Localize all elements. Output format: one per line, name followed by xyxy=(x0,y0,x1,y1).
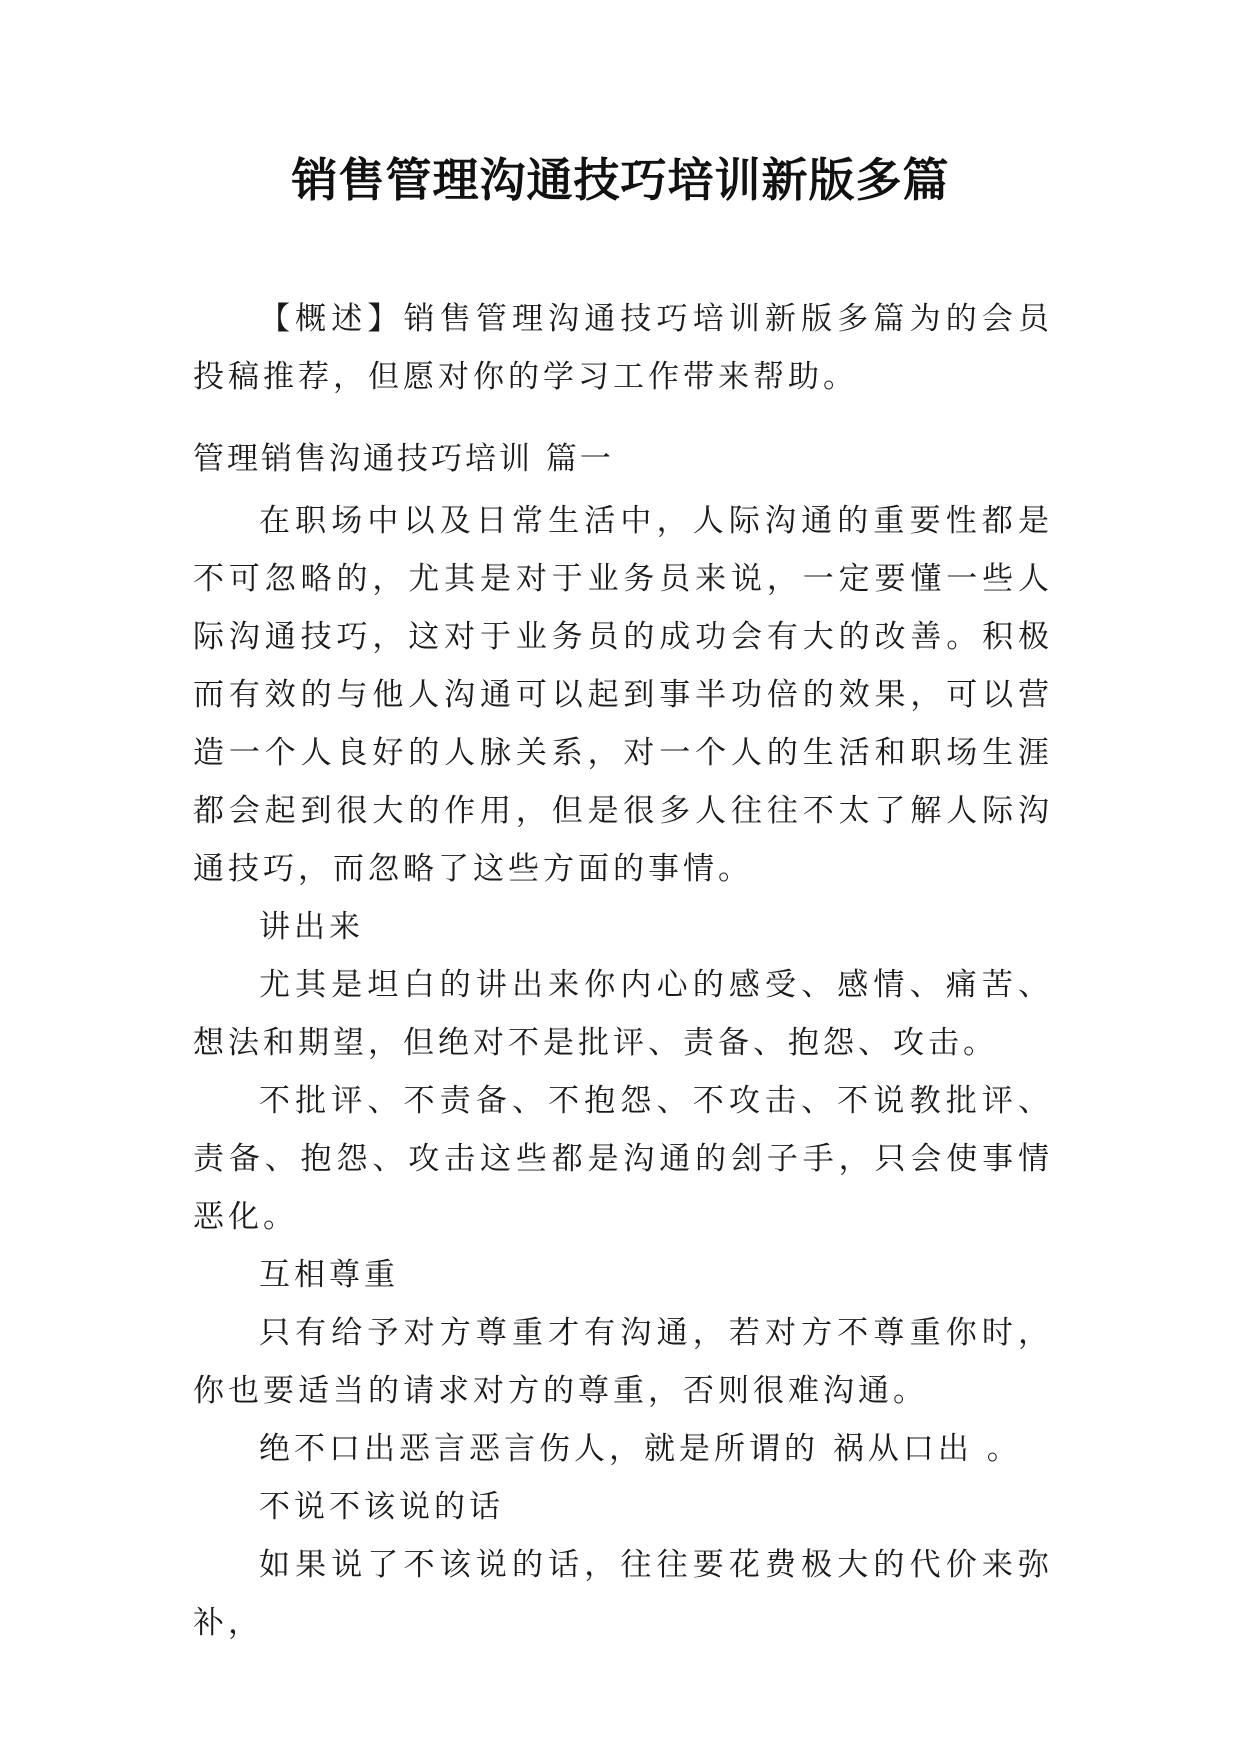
paragraph: 如果说了不该说的话，往往要花费极大的代价来弥补， xyxy=(193,1547,1053,1641)
paragraph: 在职场中以及日常生活中，人际沟通的重要性都是不可忽略的，尤其是对于业务员来说，一定要懂一些人际沟通技巧，这对于业务员的成功会有大的改善。积极而有效的与他人沟通可以起到事半功倍的效果，可以营造一个人良好的人脉关系，对一个人的生活和职场生涯都会起到很大的作用，但是很多人往往不太了解人际沟通技巧，而忽略了这些方面的事情。 xyxy=(193,503,1053,887)
paragraph: 不批评、不责备、不抱怨、不攻击、不说教批评、责备、抱怨、攻击这些都是沟通的刽子手，只会使事情恶化。 xyxy=(193,1083,1053,1235)
subheading: 讲出来 xyxy=(259,909,364,945)
subheading: 不说不该说的话 xyxy=(259,1489,504,1525)
paragraph: 只有给予对方尊重才有沟通，若对方不尊重你时，你也要适当的请求对方的尊重，否则很难沟通。 xyxy=(193,1315,1053,1409)
article-body xyxy=(193,430,1053,1652)
summary-block xyxy=(193,290,1053,406)
paragraph: 绝不口出恶言恶言伤人，就是所谓的 祸从口出 。 xyxy=(259,1431,1022,1467)
summary-paragraph: 【概述】销售管理沟通技巧培训新版多篇为的会员投稿推荐，但愿对你的学习工作带来帮助。 xyxy=(193,301,1053,395)
section-heading: 管理销售沟通技巧培训 篇一 xyxy=(193,441,614,477)
paragraph: 尤其是坦白的讲出来你内心的感受、感情、痛苦、想法和期望，但绝对不是批评、责备、抱怨、攻击。 xyxy=(193,967,1053,1061)
document-title: 销售管理沟通技巧培训新版多篇 xyxy=(291,153,950,207)
subheading: 互相尊重 xyxy=(259,1257,399,1293)
